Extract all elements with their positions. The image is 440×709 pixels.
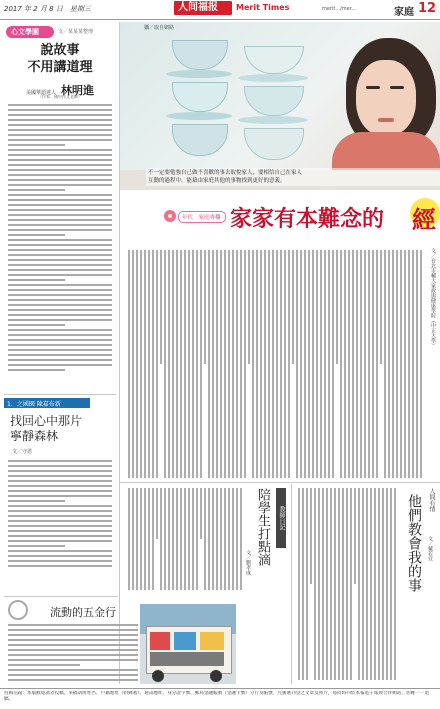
text-column xyxy=(318,488,320,680)
text-line xyxy=(8,480,112,482)
text-line xyxy=(8,224,112,226)
text-column xyxy=(232,488,234,590)
text-column xyxy=(280,250,282,478)
header-bar xyxy=(0,0,440,19)
section-rule-2 xyxy=(4,596,118,597)
text-column xyxy=(224,250,226,478)
text-column xyxy=(168,250,170,478)
text-column xyxy=(228,250,230,478)
text-line xyxy=(8,500,65,502)
text-column xyxy=(352,250,354,478)
hardware-truck-photo xyxy=(140,604,236,684)
text-column xyxy=(196,488,198,590)
text-line xyxy=(8,284,112,286)
text-column xyxy=(416,250,418,478)
text-column xyxy=(328,250,330,478)
text-column xyxy=(176,488,178,590)
cup-stack-right xyxy=(238,46,310,170)
text-line xyxy=(8,324,65,326)
headline-area xyxy=(120,192,440,244)
photo-credit: 攝／取自網路 xyxy=(144,25,175,31)
text-line xyxy=(8,369,65,371)
text-column xyxy=(388,250,390,478)
text-line xyxy=(8,289,112,291)
column2-tag: 1．之國園 陳嘉布新 xyxy=(4,398,90,408)
text-column xyxy=(420,250,422,478)
text-column xyxy=(160,488,162,590)
text-line xyxy=(8,194,112,196)
text-column xyxy=(152,250,154,478)
text-column xyxy=(228,488,230,590)
masthead-brand: Merit Times xyxy=(236,3,290,12)
site-url[interactable]: merit.../mer... xyxy=(322,6,357,12)
woman-figure xyxy=(332,30,440,170)
text-column xyxy=(212,488,214,590)
text-line xyxy=(8,639,138,641)
text-column xyxy=(306,488,308,680)
text-line xyxy=(8,144,65,146)
text-column xyxy=(176,250,178,478)
text-column xyxy=(212,250,214,478)
text-line xyxy=(8,634,138,636)
text-column xyxy=(334,488,336,680)
text-column xyxy=(148,250,150,478)
text-column xyxy=(354,488,356,584)
text-line xyxy=(8,119,112,121)
text-column xyxy=(188,488,190,590)
header-rule xyxy=(0,19,440,20)
photo-caption: 不一定要勉強自己做不喜歡的事去取悅家人，要相信自己在家人 互動的過程中，能藉由家庭其他的事物找到更好的意義。 xyxy=(146,168,440,186)
text-column xyxy=(180,250,182,478)
text-column xyxy=(394,488,396,680)
text-column xyxy=(314,488,316,680)
text-column xyxy=(312,250,314,478)
text-column xyxy=(164,250,166,478)
text-column xyxy=(296,250,298,478)
text-line xyxy=(8,214,112,216)
text-column xyxy=(370,488,372,680)
text-column xyxy=(204,250,206,364)
text-column xyxy=(152,488,154,590)
text-line xyxy=(8,545,65,547)
section-name: 家庭 xyxy=(394,7,414,18)
article-body-text xyxy=(8,104,112,376)
text-column xyxy=(136,488,138,590)
text-column xyxy=(316,250,318,478)
text-line xyxy=(8,515,112,517)
text-line xyxy=(8,164,112,166)
text-line xyxy=(8,535,112,537)
text-column xyxy=(128,488,130,590)
text-column xyxy=(380,250,382,364)
text-column xyxy=(180,488,182,590)
text-column xyxy=(164,488,166,590)
sub2-tag: 人間有情 xyxy=(428,488,435,512)
text-column xyxy=(148,488,150,590)
text-column xyxy=(184,250,186,478)
headline-tag: 年代 家庭專欄 xyxy=(178,211,226,223)
text-line xyxy=(8,269,112,271)
text-line xyxy=(8,674,138,676)
text-column xyxy=(302,488,304,680)
article3-body-text xyxy=(8,624,138,684)
text-column xyxy=(128,250,130,478)
article3-title: 流動的五金行 xyxy=(50,606,116,619)
text-line xyxy=(8,179,112,181)
hero-photo xyxy=(120,22,440,190)
text-line xyxy=(8,109,112,111)
text-column xyxy=(342,488,344,680)
text-line xyxy=(8,644,138,646)
text-column xyxy=(248,250,250,364)
text-line xyxy=(8,550,112,552)
text-column xyxy=(336,250,338,364)
text-column xyxy=(200,488,202,539)
text-line xyxy=(8,359,112,361)
text-column xyxy=(358,488,360,680)
text-line xyxy=(8,304,112,306)
text-line xyxy=(8,264,112,266)
text-column xyxy=(192,488,194,590)
sub1-body xyxy=(124,488,242,590)
text-line xyxy=(8,555,112,557)
text-column xyxy=(184,488,186,590)
headline-highlight: 經 xyxy=(412,205,436,234)
text-line xyxy=(8,334,112,336)
text-column xyxy=(284,250,286,478)
text-line xyxy=(8,495,112,497)
text-column xyxy=(374,488,376,680)
section-rule xyxy=(4,394,116,395)
text-column xyxy=(300,250,302,478)
text-column xyxy=(340,250,342,478)
text-line xyxy=(8,104,112,106)
text-column xyxy=(268,250,270,478)
headline-flower-icon xyxy=(164,210,176,222)
text-column xyxy=(252,250,254,478)
text-line xyxy=(8,219,112,221)
text-column xyxy=(356,250,358,478)
text-line xyxy=(8,664,80,666)
text-line xyxy=(8,485,112,487)
text-column xyxy=(346,488,348,680)
text-column xyxy=(168,488,170,590)
text-line xyxy=(8,199,112,201)
text-column xyxy=(172,488,174,590)
main-article-body xyxy=(124,250,422,478)
text-line xyxy=(8,274,112,276)
text-line xyxy=(8,679,138,681)
text-column xyxy=(188,250,190,478)
sub-article-iv-drip xyxy=(120,484,290,594)
text-column xyxy=(224,488,226,590)
text-column xyxy=(400,250,402,478)
text-line xyxy=(8,525,112,527)
text-line xyxy=(8,259,112,261)
text-column xyxy=(196,250,198,478)
text-line xyxy=(8,659,138,661)
masthead-logo: 人间福报 xyxy=(174,1,232,15)
text-column xyxy=(160,250,162,364)
text-column xyxy=(384,250,386,478)
text-column xyxy=(368,250,370,478)
text-line xyxy=(8,510,112,512)
byline: 美國華語達人 林明進 xyxy=(25,84,95,97)
text-column xyxy=(332,250,334,478)
text-column xyxy=(256,250,258,478)
text-line xyxy=(8,184,112,186)
text-line xyxy=(8,540,112,542)
text-line xyxy=(8,309,112,311)
text-column xyxy=(350,488,352,680)
text-column xyxy=(378,488,380,680)
text-column xyxy=(326,488,328,680)
text-line xyxy=(8,294,112,296)
text-line xyxy=(8,344,112,346)
text-column xyxy=(366,488,368,680)
text-column xyxy=(236,488,238,590)
byline-note: （作家．國中作文老師） xyxy=(38,94,82,99)
article-forest-column xyxy=(4,396,116,576)
text-column xyxy=(144,250,146,478)
text-line xyxy=(8,229,112,231)
text-line xyxy=(8,319,112,321)
text-line xyxy=(8,349,112,351)
main-article-rule xyxy=(120,482,440,483)
text-line xyxy=(8,114,112,116)
text-column xyxy=(144,488,146,590)
text-line xyxy=(8,629,138,631)
main-article-byline: 文／台北市輔大家政與健康學院（中正大學） xyxy=(430,248,436,348)
text-column xyxy=(220,488,222,590)
text-line xyxy=(8,204,112,206)
sub-article-lessons xyxy=(292,484,440,684)
headline-main: 家家有本難念的 xyxy=(230,206,385,232)
text-column xyxy=(236,250,238,478)
text-line xyxy=(8,490,112,492)
text-column xyxy=(216,488,218,590)
text-column xyxy=(132,488,134,590)
text-column xyxy=(310,488,312,584)
text-line xyxy=(8,560,112,562)
text-column xyxy=(324,250,326,478)
text-line xyxy=(8,460,112,462)
sub2-author: 文／戴若宜 xyxy=(427,536,433,561)
article2-title: 找回心中那片 寧靜森林 xyxy=(10,414,83,443)
text-column xyxy=(192,250,194,478)
text-column xyxy=(338,488,340,680)
sub1-author: 文／劉孝成 xyxy=(245,550,251,575)
sub2-title: 他們教會我的事 xyxy=(406,494,422,592)
text-line xyxy=(8,279,65,281)
text-line xyxy=(8,649,138,651)
text-column xyxy=(396,250,398,478)
text-column xyxy=(298,488,300,680)
article-title: 說故事 不用講道理 xyxy=(27,43,93,75)
text-column xyxy=(244,250,246,478)
text-line xyxy=(8,654,138,656)
text-line xyxy=(8,239,112,241)
text-line xyxy=(8,159,112,161)
text-line xyxy=(8,624,138,626)
footer-notice: 投稿信箱：本版歡迎讀者投稿，來稿請附姓名、戶籍地址（附郵遞）、通訊地址、身分證字號、郵局金融帳號（金融卡號）分行及帳號，凡獲選刊登之文章及照片，將同時刊於本報電子報與合作網站，恕難一一退稿。 xyxy=(4,691,429,702)
text-column xyxy=(372,250,374,478)
issue-date: 2017 年 2 月 8 日 星期三 xyxy=(4,5,91,13)
text-line xyxy=(8,364,112,366)
text-column xyxy=(260,250,262,478)
text-line xyxy=(8,134,112,136)
sub1-tag: 教師日記 xyxy=(276,488,286,548)
wheel-icon xyxy=(8,600,28,620)
text-column xyxy=(390,488,392,680)
text-column xyxy=(200,250,202,478)
text-column xyxy=(360,250,362,478)
text-column xyxy=(140,488,142,590)
text-line xyxy=(8,124,112,126)
text-line xyxy=(8,505,112,507)
text-line xyxy=(8,314,112,316)
text-column xyxy=(276,250,278,478)
text-line xyxy=(8,139,112,141)
text-column xyxy=(204,488,206,590)
article-story-column xyxy=(4,22,116,382)
footer-rule xyxy=(0,688,440,689)
text-line xyxy=(8,129,112,131)
text-line xyxy=(8,154,112,156)
sub1-title: 陪學生打點滴 xyxy=(255,488,270,566)
page-number: 12 xyxy=(418,1,437,16)
text-column xyxy=(272,250,274,478)
text-column xyxy=(392,250,394,478)
text-column xyxy=(412,250,414,478)
text-line xyxy=(8,249,112,251)
text-column xyxy=(330,488,332,680)
text-column xyxy=(132,250,134,478)
text-line xyxy=(8,669,138,671)
text-line xyxy=(8,465,112,467)
text-column xyxy=(408,250,410,478)
text-column xyxy=(404,250,406,478)
text-line xyxy=(8,169,112,171)
text-column xyxy=(264,250,266,478)
text-column xyxy=(216,250,218,478)
text-column xyxy=(304,250,306,478)
text-line xyxy=(8,530,112,532)
text-column xyxy=(362,488,364,680)
article2-byline: 文／守恩 xyxy=(12,449,33,455)
text-column xyxy=(156,488,158,539)
text-line xyxy=(8,470,112,472)
text-column xyxy=(292,250,294,364)
text-line xyxy=(8,189,65,191)
text-column xyxy=(288,250,290,478)
text-column xyxy=(308,250,310,478)
sub2-body xyxy=(296,488,396,680)
text-column xyxy=(232,250,234,478)
text-column xyxy=(382,488,384,680)
text-line xyxy=(8,209,112,211)
text-line xyxy=(8,475,112,477)
text-line xyxy=(8,234,65,236)
text-line xyxy=(8,520,112,522)
text-line xyxy=(8,565,112,567)
article2-body-text xyxy=(8,460,112,572)
text-column xyxy=(156,250,158,478)
text-column xyxy=(208,488,210,590)
text-line xyxy=(8,244,112,246)
text-line xyxy=(8,254,112,256)
text-line xyxy=(8,149,112,151)
text-column xyxy=(386,488,388,680)
text-line xyxy=(8,354,112,356)
text-column xyxy=(344,250,346,478)
text-line xyxy=(8,329,112,331)
text-line xyxy=(8,299,112,301)
text-column xyxy=(322,488,324,680)
text-column xyxy=(240,250,242,478)
cup-stack-left xyxy=(164,40,234,170)
text-column xyxy=(220,250,222,478)
text-column xyxy=(364,250,366,478)
column-tag-note: 文／某某某整理 xyxy=(58,29,94,35)
column-tag: 心文學園 xyxy=(6,26,54,38)
text-column xyxy=(320,250,322,478)
text-line xyxy=(8,174,112,176)
text-column xyxy=(376,250,378,478)
text-column xyxy=(172,250,174,478)
text-column xyxy=(136,250,138,478)
text-column xyxy=(140,250,142,478)
text-line xyxy=(8,339,112,341)
text-column xyxy=(240,488,242,590)
text-column xyxy=(208,250,210,478)
text-column xyxy=(348,250,350,478)
